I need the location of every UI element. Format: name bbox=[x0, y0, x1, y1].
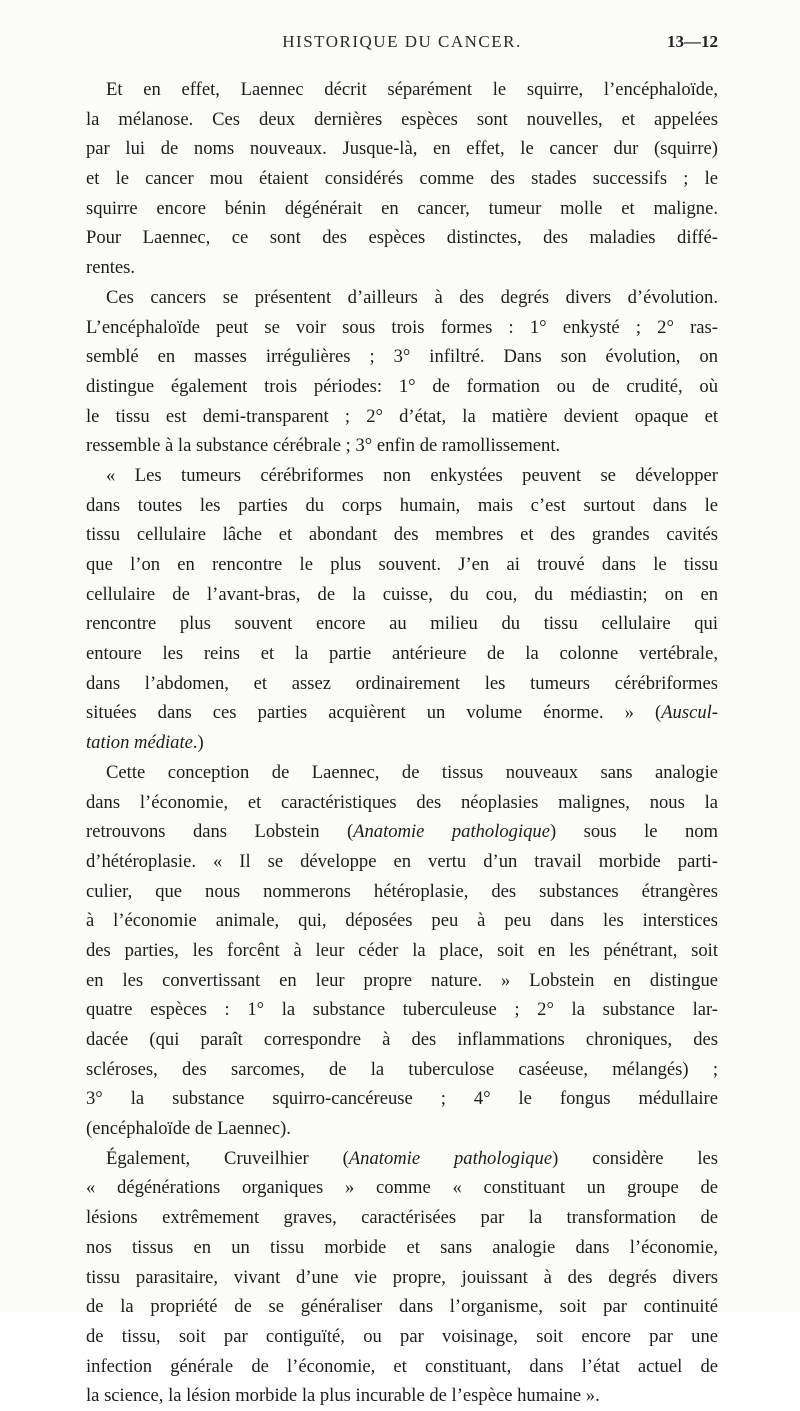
text-line bbox=[86, 1292, 718, 1322]
text-line bbox=[86, 1233, 718, 1263]
text-run: Ces cancers se présentent d’ailleurs à des degrés divers d’évolution. bbox=[106, 286, 718, 308]
text-line bbox=[86, 1381, 718, 1411]
text-run: infection générale de l’économie, et constituant, dans l’état actuel de bbox=[86, 1355, 718, 1377]
text-line bbox=[86, 698, 718, 728]
text-run: ) sous le nom bbox=[549, 821, 718, 843]
text-run: entoure les reins et la partie antérieure de la colonne vertébrale, bbox=[86, 643, 718, 665]
text-run: de la propriété de se généraliser dans l’organisme, soit par continuité bbox=[86, 1296, 718, 1318]
text-run: Et en effet, Laennec décrit séparément le squirre, l’encéphaloïde, bbox=[106, 79, 718, 100]
text-run: retrouvons dans Lobstein ( bbox=[86, 821, 354, 843]
text-run: ) considère les bbox=[552, 1147, 718, 1169]
running-head bbox=[86, 32, 718, 62]
text-run: des parties, les forcênt à leur céder la place, soit en les pénétrant, soit bbox=[86, 939, 718, 961]
text-run: « Les tumeurs cérébriformes non enkystées peuvent se développer bbox=[106, 464, 718, 486]
text-run: cellulaire de l’avant-bras, de la cuisse, du cou, du médiastin; on en bbox=[86, 583, 718, 605]
text-run: le tissu est demi-transparent ; 2° d’état, la matière devient opaque et bbox=[86, 405, 718, 427]
text-run: rencontre plus souvent encore au milieu du tissu cellulaire qui bbox=[86, 613, 718, 635]
text-line bbox=[86, 1173, 718, 1203]
text-run: lésions extrêmement graves, caractérisées par la transformation de bbox=[86, 1207, 718, 1229]
text-run: d’hétéroplasie. « Il se développe en vertu d’un travail morbide parti- bbox=[86, 850, 718, 872]
text-run: culier, que nous nommerons hétéroplasie, des substances étrangères bbox=[86, 880, 718, 902]
text-line bbox=[86, 847, 718, 877]
text-line bbox=[86, 1352, 718, 1382]
text-line bbox=[86, 461, 718, 491]
text-line bbox=[86, 669, 718, 699]
text-line bbox=[86, 1084, 718, 1114]
text-line bbox=[86, 164, 718, 194]
text-line bbox=[86, 253, 718, 283]
text-line bbox=[86, 134, 718, 164]
text-run: rentes. bbox=[86, 257, 136, 279]
text-run: dacée (qui paraît correspondre à des inflammations chroniques, des bbox=[86, 1029, 718, 1050]
body-text bbox=[86, 75, 718, 1411]
text-run: la science, la lésion morbide la plus incurable de l’espèce humaine ». bbox=[86, 1385, 600, 1407]
signature-mark: 13—12 bbox=[667, 32, 718, 51]
text-run: que l’on en rencontre le plus souvent. J’en ai trouvé dans le tissu bbox=[86, 554, 718, 575]
text-line bbox=[86, 788, 718, 818]
text-run: situées dans ces parties acquièrent un volume énorme. » ( bbox=[86, 702, 662, 724]
text-run: scléroses, des sarcomes, de la tuberculose caséeuse, mélangés) ; bbox=[86, 1058, 718, 1080]
text-run: dans toutes les parties du corps humain, mais c’est surtout dans le bbox=[86, 494, 718, 516]
text-run: tissu cellulaire lâche et abondant des membres et des grandes cavités bbox=[86, 524, 718, 546]
italic-citation: Anatomie pathologique bbox=[348, 1147, 553, 1169]
text-line bbox=[86, 609, 718, 639]
text-run: en les convertissant en leur propre nature. » Lobstein en distingue bbox=[86, 969, 718, 991]
text-line bbox=[86, 639, 718, 669]
text-line bbox=[86, 728, 718, 758]
text-line bbox=[86, 1263, 718, 1293]
italic-citation: Anatomie pathologique bbox=[353, 821, 550, 843]
text-line bbox=[86, 1025, 718, 1055]
text-line bbox=[86, 906, 718, 936]
text-run: quatre espèces : 1° la substance tuberculeuse ; 2° la substance lar- bbox=[86, 999, 718, 1021]
text-line bbox=[86, 1144, 718, 1174]
text-run: tissu parasitaire, vivant d’une vie propre, jouissant à des degrés divers bbox=[86, 1266, 718, 1288]
text-line bbox=[86, 580, 718, 610]
text-line bbox=[86, 550, 718, 580]
text-line bbox=[86, 520, 718, 550]
text-run: semblé en masses irrégulières ; 3° infiltré. Dans son évolution, on bbox=[86, 346, 718, 368]
text-run: (encéphaloïde de Laennec). bbox=[86, 1118, 291, 1140]
text-run: .) bbox=[192, 732, 204, 754]
text-run: distingue également trois périodes: 1° de formation ou de crudité, où bbox=[86, 375, 718, 397]
italic-citation: tation médiate bbox=[86, 732, 193, 754]
text-line bbox=[86, 313, 718, 343]
text-line bbox=[86, 402, 718, 432]
text-run: ressemble à la substance cérébrale ; 3° enfin de ramollissement. bbox=[86, 435, 561, 457]
text-line bbox=[86, 758, 718, 788]
text-line bbox=[86, 936, 718, 966]
running-title: HISTORIQUE DU CANCER. bbox=[282, 32, 522, 51]
text-line bbox=[86, 1322, 718, 1352]
text-line bbox=[86, 966, 718, 996]
text-line bbox=[86, 1203, 718, 1233]
text-run: par lui de noms nouveaux. Jusque-là, en effet, le cancer dur (squirre) bbox=[86, 138, 718, 160]
text-line bbox=[86, 995, 718, 1025]
text-line bbox=[86, 877, 718, 907]
text-line bbox=[86, 817, 718, 847]
text-run: Cette conception de Laennec, de tissus nouveaux sans analogie bbox=[106, 761, 718, 783]
text-line bbox=[86, 75, 718, 105]
text-line bbox=[86, 342, 718, 372]
text-run: Pour Laennec, ce sont des espèces distinctes, des maladies diffé- bbox=[86, 227, 718, 249]
text-line bbox=[86, 1114, 718, 1144]
text-line bbox=[86, 1055, 718, 1085]
text-line bbox=[86, 372, 718, 402]
text-run: 3° la substance squirro-cancéreuse ; 4° le fongus médullaire bbox=[86, 1088, 718, 1110]
text-line bbox=[86, 194, 718, 224]
text-run: à l’économie animale, qui, déposées peu à peu dans les interstices bbox=[86, 910, 718, 932]
text-run: la mélanose. Ces deux dernières espèces sont nouvelles, et appelées bbox=[86, 108, 718, 130]
text-run: nos tissus en un tissu morbide et sans analogie dans l’économie, bbox=[86, 1236, 718, 1258]
text-run: dans l’économie, et caractéristiques des néoplasies malignes, nous la bbox=[86, 791, 718, 813]
text-run: dans l’abdomen, et assez ordinairement les tumeurs cérébriformes bbox=[86, 672, 718, 694]
text-run: Également, Cruveilhier ( bbox=[106, 1147, 349, 1169]
text-run: « dégénérations organiques » comme « constituant un groupe de bbox=[86, 1177, 718, 1199]
text-run: L’encéphaloïde peut se voir sous trois formes : 1° enkysté ; 2° ras- bbox=[86, 316, 718, 338]
text-line bbox=[86, 105, 718, 135]
text-line bbox=[86, 223, 718, 253]
text-line bbox=[86, 431, 718, 461]
text-run: squirre encore bénin dégénérait en cancer, tumeur molle et maligne. bbox=[86, 197, 718, 219]
italic-citation: Auscul- bbox=[661, 702, 718, 724]
text-run: et le cancer mou étaient considérés comme des stades successifs ; le bbox=[86, 168, 718, 190]
text-line bbox=[86, 491, 718, 521]
text-run: de tissu, soit par contiguïté, ou par voisinage, soit encore par une bbox=[86, 1325, 718, 1347]
text-line bbox=[86, 283, 718, 313]
